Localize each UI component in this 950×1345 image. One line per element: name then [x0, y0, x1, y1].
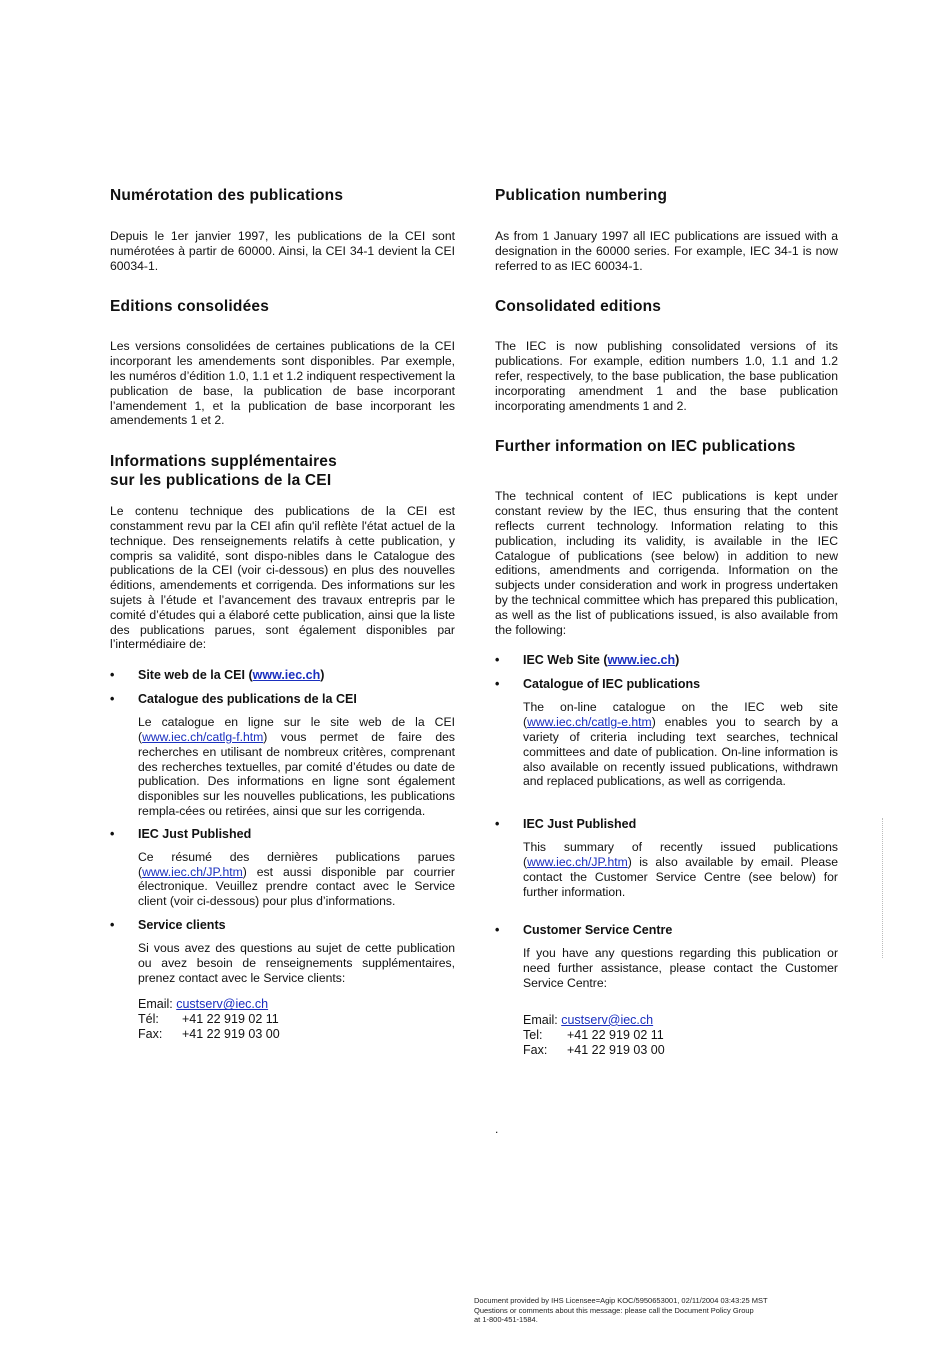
fr-numbering-text: Depuis le 1er janvier 1997, les publications de la CEI sont numérotées à partir de 60000. Ainsi, la CEI 34-1 devient la CEI 60034-1.	[110, 229, 455, 273]
en-further-text: The technical content of IEC publications is kept under constant review by the IEC, thus ensuring that the content reflects current technology. Information relating to this publication, including its validity, is available in the IEC Catalogue of publications (see below) in addition to new editions, amendments and corrigenda. Information on the subjects under consideration and work in progress undertaken by the technical committee which has prepared this publication, as well as the list of publications issued, is also available from the following:	[495, 489, 838, 637]
bullet-icon: •	[495, 923, 500, 938]
fr-jp-link[interactable]: www.iec.ch/JP.htm	[142, 864, 243, 879]
bullet-icon: •	[495, 677, 500, 692]
fr-heading-numbering: Numérotation des publications	[110, 187, 344, 204]
en-numbering-text: As from 1 January 1997 all IEC publications are issued with a designation in the 60000 series. For example, IEC 34-1 is now referred to as IEC 60034-1.	[495, 229, 838, 273]
en-email-link[interactable]: custserv@iec.ch	[561, 1012, 654, 1027]
fr-consolidated-text: Les versions consolidées de certaines publications de la CEI incorporant les amendements sont disponibles. Par exemple, les numéros d’édition 1.0, 1.1 et 1.2 indiquent respectivement la publication de base, la publication de base incorporant l’amendement 1, et la publication de base incorporant les amendements 1 et 2.	[110, 339, 455, 428]
bullet-icon: •	[495, 653, 500, 668]
fr-heading-further-2: sur les publications de la CEI	[110, 472, 332, 490]
en-jp-link[interactable]: www.iec.ch/JP.htm	[527, 854, 628, 869]
bullet-icon: •	[110, 917, 115, 932]
fr-further-text: Le contenu technique des publications de la CEI est constamment revu par la CEI afin qu'il reflète l'état actuel de la technique. Des renseignements relatifs à cette publication, y compris sa validité, sont dispo-nibles dans le Catalogue des publications de la CEI (voir ci-dessous) en plus des nouvelles éditions, amendements et corrigenda. Des informations sur les sujets à l’étude et l’avancement des travaux entrepris par le comité d’études qui a élaboré cette publication, ainsi que la liste des publications parues, sont également disponibles par l’intermédiaire de:	[110, 504, 455, 652]
fr-bullet-catalogue: • Catalogue des publications de la CEI	[110, 692, 357, 707]
bullet-icon: •	[110, 826, 115, 841]
fr-bullet-just-published: • IEC Just Published	[110, 826, 252, 841]
bullet-icon: •	[495, 817, 500, 832]
en-website-link[interactable]: www.iec.ch	[607, 653, 676, 668]
bullet-icon: •	[110, 692, 115, 707]
en-bullet-catalogue: • Catalogue of IEC publications	[495, 677, 701, 692]
en-catalogue-link[interactable]: www.iec.ch/catlg-e.htm	[527, 715, 652, 730]
fr-contact-block: Email: custserv@iec.ch Tél: +41 22 919 02 11 Fax: +41 22 919 03 00	[138, 997, 280, 1042]
side-watermark-mark	[882, 818, 885, 958]
en-contact-block: Email: custserv@iec.ch Tel: +41 22 919 02 11 Fax: +41 22 919 03 00	[523, 1012, 665, 1057]
fr-catalogue-text: Le catalogue en ligne sur le site web de la CEI (www.iec.ch/catlg-f.htm) vous permet de faire des recherches en utilisant de nombreux critères, comprenant des recherches textuelles, par comité d’études ou date de publication. Des informations en ligne sont également disponibles sur les nouvelles publications, les publications rempla-cées ou retirées, ainsi que sur les corrigenda.	[138, 715, 455, 818]
en-heading-numbering: Publication numbering	[495, 187, 668, 204]
fr-service-text: Si vous avez des questions au sujet de cette publication ou avez besoin de renseignements supplémentaires, prenez contact avec le Service clients:	[138, 940, 455, 985]
fr-email-link[interactable]: custserv@iec.ch	[176, 997, 269, 1012]
fr-heading-consolidated: Editions consolidées	[110, 298, 270, 316]
license-footer: Document provided by IHS Licensee=Agip KOC/5950653001, 02/11/2004 03:43:25 MST Questions or comments about this message: please call the Document Policy Group at 1-800-451-1584.	[474, 1296, 768, 1324]
fr-heading-further-1: Informations supplémentaires	[110, 453, 337, 471]
stray-period: .	[495, 1122, 499, 1136]
fr-bullet-service: • Service clients	[110, 917, 226, 932]
en-consolidated-text: The IEC is now publishing consolidated versions of its publications. For example, edition numbers 1.0, 1.1 and 1.2 refer, respectively, to the base publication, the base publication incorporating amendment 1 and the base publication incorporating amendments 1 and 2.	[495, 339, 838, 413]
en-heading-further: Further information on IEC publications	[495, 438, 796, 456]
fr-catalogue-link[interactable]: www.iec.ch/catlg-f.htm	[142, 729, 264, 744]
fr-bullet-website: • Site web de la CEI (www.iec.ch)	[110, 668, 325, 683]
fr-just-published-text: Ce résumé des dernières publications parues (www.iec.ch/JP.htm) est aussi disponible par courrier électronique. Veuillez prendre contact avec le Service client (voir ci-dessous) pour plus d’informations.	[138, 849, 455, 909]
bullet-icon: •	[110, 668, 115, 683]
en-catalogue-text: The on-line catalogue on the IEC web site (www.iec.ch/catlg-e.htm) enables you to search by a variety of criteria including text searches, technical committees and date of publication. On-line information is also available on recently issued publications, withdrawn and replaced publications, as well as corrigenda.	[523, 700, 838, 789]
fr-website-link[interactable]: www.iec.ch	[252, 668, 321, 683]
en-bullet-website: • IEC Web Site (www.iec.ch)	[495, 653, 680, 668]
english-column	[495, 186, 838, 1058]
en-bullet-just-published: • IEC Just Published	[495, 817, 637, 832]
en-service-text: If you have any questions regarding this publication or need further assistance, please contact the Customer Service Centre:	[523, 946, 838, 990]
french-column	[110, 186, 455, 1042]
en-heading-consolidated: Consolidated editions	[495, 298, 662, 316]
en-bullet-service: • Customer Service Centre	[495, 923, 673, 938]
en-just-published-text: This summary of recently issued publications (www.iec.ch/JP.htm) is also available by email. Please contact the Customer Service Centre (see below) for further information.	[523, 840, 838, 899]
